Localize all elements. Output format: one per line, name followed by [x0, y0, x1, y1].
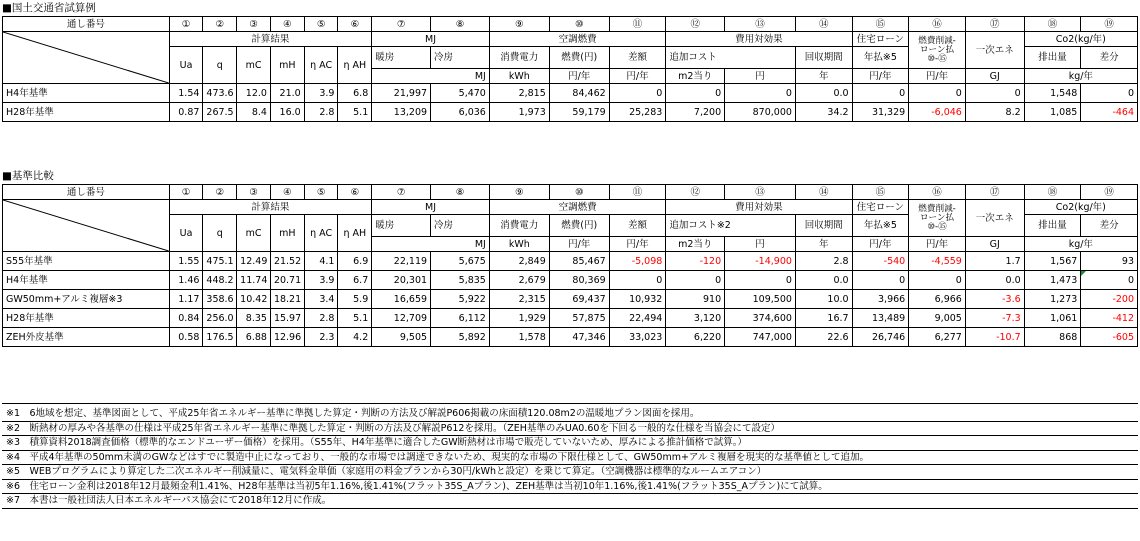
cell-co2-diff: -412 — [1081, 309, 1138, 328]
cell-cooling: 5,675 — [431, 252, 490, 271]
cell-add-cost: 0 — [725, 271, 796, 290]
cell-payback: 0.0 — [795, 84, 852, 103]
cell-loan: 0 — [852, 84, 909, 103]
cell-kwh: 1,578 — [489, 328, 549, 347]
col-num-2: ② — [203, 17, 237, 32]
cell-heating: 13,209 — [372, 103, 431, 122]
col-num-14: ⑭ — [795, 185, 852, 200]
cell-eah: 5.1 — [338, 103, 372, 122]
cell-eah: 6.7 — [338, 271, 372, 290]
header-difference: 差額 — [609, 215, 666, 237]
group-housing-loan: 住宅ローン — [852, 200, 909, 215]
cell-payback: 22.6 — [795, 328, 852, 347]
cell-emission: 1,085 — [1024, 103, 1081, 122]
cell-per-m2: 7,200 — [666, 103, 725, 122]
cell-eah: 4.2 — [338, 328, 372, 347]
group-cost-effect: 費用対効果 — [666, 32, 852, 47]
unit-per-m2: m2当り — [666, 69, 725, 84]
unit-yen-per-year: 円/年 — [609, 69, 666, 84]
cell-kwh: 2,815 — [489, 84, 549, 103]
mlit-example-table — [2, 16, 1138, 122]
unit-yen-per-year: 円/年 — [852, 69, 909, 84]
cell-q: 448.2 — [203, 271, 237, 290]
cell-per-m2: -120 — [666, 252, 725, 271]
cell-loan: 3,966 — [852, 290, 909, 309]
table-row — [3, 290, 1138, 309]
cell-gj: -3.6 — [965, 290, 1024, 309]
cell-heating: 20,301 — [372, 271, 431, 290]
cell-mc: 8.4 — [237, 103, 271, 122]
cell-fuel: 59,179 — [549, 103, 609, 122]
unit-year: 年 — [795, 69, 852, 84]
cell-heating: 12,709 — [372, 309, 431, 328]
unit-yen-per-year: 円/年 — [852, 237, 909, 252]
cell-add-cost: 374,600 — [725, 309, 796, 328]
cell-fuel: 47,346 — [549, 328, 609, 347]
cell-emission: 1,473 — [1024, 271, 1081, 290]
cell-mh: 21.52 — [270, 252, 304, 271]
col-num-17: ⑰ — [965, 185, 1024, 200]
cell-diff: 10,932 — [609, 290, 666, 309]
cell-payback: 2.8 — [795, 252, 852, 271]
cell-add-cost: 747,000 — [725, 328, 796, 347]
cell-mc: 8.35 — [237, 309, 271, 328]
cell-diff: 22,494 — [609, 309, 666, 328]
diagonal-header-cell — [3, 32, 170, 84]
cell-kwh: 2,849 — [489, 252, 549, 271]
col-num-11: ⑪ — [609, 17, 666, 32]
group-housing-loan: 住宅ローン — [852, 32, 909, 47]
cell-cooling: 5,835 — [431, 271, 490, 290]
cell-diff: 0 — [609, 271, 666, 290]
unit-per-m2: m2当り — [666, 237, 725, 252]
table-row — [3, 309, 1138, 328]
header-payback-period: 回収期間 — [795, 47, 852, 69]
cell-add-cost: -14,900 — [725, 252, 796, 271]
cell-q: 473.6 — [203, 84, 237, 103]
table-row — [3, 252, 1138, 271]
cell-kwh: 1,929 — [489, 309, 549, 328]
cell-q: 358.6 — [203, 290, 237, 309]
group-co2: Co2(kg/年) — [1024, 200, 1137, 215]
cell-fuel-minus-loan: 0 — [909, 84, 966, 103]
col-num-9: ⑨ — [489, 17, 549, 32]
group-cost-effect: 費用対効果 — [666, 200, 852, 215]
cell-mh: 20.71 — [270, 271, 304, 290]
table-row — [3, 84, 1138, 103]
header-annual-payment: 年払※5 — [852, 215, 909, 237]
col-num-3: ③ — [237, 185, 271, 200]
header-cooling: 冷房 — [431, 47, 490, 69]
header-mc: mC — [237, 47, 271, 84]
col-num-7: ⑦ — [372, 17, 431, 32]
header-additional-cost: 追加コスト※2 — [666, 215, 796, 237]
header-mh: mH — [270, 215, 304, 252]
cell-gj: -10.7 — [965, 328, 1024, 347]
cell-add-cost: 109,500 — [725, 290, 796, 309]
cell-eac: 4.1 — [304, 252, 338, 271]
cell-diff: -5,098 — [609, 252, 666, 271]
unit-yen: 円 — [725, 237, 796, 252]
unit-kwh: kWh — [489, 69, 549, 84]
col-num-15: ⑮ — [852, 185, 909, 200]
unit-mj: MJ — [372, 237, 490, 252]
cell-ua: 1.17 — [169, 290, 203, 309]
col-num-5: ⑤ — [304, 185, 338, 200]
cell-gj: 1.7 — [965, 252, 1024, 271]
cell-co2-diff: 93 — [1081, 252, 1138, 271]
unit-yen-per-year: 円/年 — [909, 69, 966, 84]
cell-loan: 26,746 — [852, 328, 909, 347]
col-num-12: ⑫ — [666, 17, 725, 32]
cell-ua: 1.46 — [169, 271, 203, 290]
col-num-10: ⑩ — [549, 17, 609, 32]
cell-fuel: 57,875 — [549, 309, 609, 328]
header-co2-diff: 差分 — [1081, 47, 1138, 69]
col-num-16: ⑯ — [909, 17, 966, 32]
col-num-4: ④ — [270, 185, 304, 200]
table-row — [3, 271, 1138, 290]
cell-eac: 2.8 — [304, 103, 338, 122]
col-num-16: ⑯ — [909, 185, 966, 200]
header-eta-ac: η AC — [304, 215, 338, 252]
cell-eah: 5.9 — [338, 290, 372, 309]
section-title-comparison: ■基準比較 — [2, 170, 54, 182]
cell-add-cost: 0 — [725, 84, 796, 103]
footnote: ※3 積算資料2018調査価格（標準的なエンドユーザー価格）を採用。（S55年、H4年基準に適合したGW断熱材は市場で販売していないため、厚みによる推計価格で試算。） — [2, 436, 1138, 451]
cell-eac: 3.9 — [304, 84, 338, 103]
unit-yen-per-year: 円/年 — [549, 237, 609, 252]
group-primary-energy: 一次エネ — [965, 200, 1024, 237]
cell-fuel-minus-loan: 0 — [909, 271, 966, 290]
group-fuel-minus-loan: 燃費削減- ローン払 ⑩-⑮ — [909, 200, 966, 237]
cell-q: 256.0 — [203, 309, 237, 328]
cell-emission: 1,548 — [1024, 84, 1081, 103]
cell-add-cost: 870,000 — [725, 103, 796, 122]
cell-eac: 2.3 — [304, 328, 338, 347]
group-fuel-minus-loan: 燃費削減- ローン払 ⑩-⑮ — [909, 32, 966, 69]
cell-heating: 22,119 — [372, 252, 431, 271]
cell-mh: 16.0 — [270, 103, 304, 122]
group-primary-energy: 一次エネ — [965, 32, 1024, 69]
header-ua: Ua — [169, 47, 203, 84]
col-num-10: ⑩ — [549, 185, 609, 200]
cell-loan: 13,489 — [852, 309, 909, 328]
col-num-4: ④ — [270, 17, 304, 32]
cell-q: 475.1 — [203, 252, 237, 271]
header-q: q — [203, 215, 237, 252]
header-mh: mH — [270, 47, 304, 84]
header-heating: 暖房 — [372, 215, 431, 237]
cell-ua: 0.58 — [169, 328, 203, 347]
cell-fuel-minus-loan: -4,559 — [909, 252, 966, 271]
header-eta-ah: η AH — [338, 215, 372, 252]
cell-heating: 16,659 — [372, 290, 431, 309]
cell-payback: 34.2 — [795, 103, 852, 122]
cell-co2-diff: -605 — [1081, 328, 1138, 347]
cell-mc: 10.42 — [237, 290, 271, 309]
header-q: q — [203, 47, 237, 84]
cell-fuel-minus-loan: -6,046 — [909, 103, 966, 122]
footnote: ※5 WEBプログラムにより算定した二次エネルギー削減量に、電気料金単価（家庭用の料金プランから30円/kWhと設定）を乗じて算定。（空調機器は標準的なルームエアコン） — [2, 465, 1138, 480]
group-ac-fuel: 空調燃費 — [489, 200, 665, 215]
cell-ua: 1.54 — [169, 84, 203, 103]
cell-ua: 0.84 — [169, 309, 203, 328]
cell-kwh: 2,679 — [489, 271, 549, 290]
cell-fuel: 85,467 — [549, 252, 609, 271]
table-row — [3, 103, 1138, 122]
header-serial-number: 通し番号 — [3, 185, 170, 200]
cell-q: 267.5 — [203, 103, 237, 122]
col-num-2: ② — [203, 185, 237, 200]
cell-fuel-minus-loan: 6,966 — [909, 290, 966, 309]
group-calc-results: 計算結果 — [169, 32, 372, 47]
cell-heating: 9,505 — [372, 328, 431, 347]
col-num-12: ⑫ — [666, 185, 725, 200]
footnote: ※2 断熱材の厚みや各基準の仕様は平成25年省エネルギー基準に準拠した算定・判断の方法及び解説P612を採用。（ZEH基準のみUA0.60を下回る一般的な仕様を当協会にて設定） — [2, 422, 1138, 437]
header-mc: mC — [237, 215, 271, 252]
row-label: H4年基準 — [3, 84, 170, 103]
cell-loan: 0 — [852, 271, 909, 290]
cell-diff: 0 — [609, 84, 666, 103]
cell-payback: 0.0 — [795, 271, 852, 290]
header-emission: 排出量 — [1024, 215, 1081, 237]
unit-yen-per-year: 円/年 — [609, 237, 666, 252]
cell-kwh: 1,973 — [489, 103, 549, 122]
group-ac-fuel: 空調燃費 — [489, 32, 665, 47]
cell-cooling: 5,470 — [431, 84, 490, 103]
cell-q: 176.5 — [203, 328, 237, 347]
col-num-14: ⑭ — [795, 17, 852, 32]
col-num-18: ⑱ — [1024, 185, 1081, 200]
section-title-mlit: ■国土交通省試算例 — [2, 2, 96, 14]
footnotes-divider — [2, 403, 1138, 404]
unit-yen-per-year: 円/年 — [909, 237, 966, 252]
row-label: S55年基準 — [3, 252, 170, 271]
cell-mh: 21.0 — [270, 84, 304, 103]
cell-emission: 1,567 — [1024, 252, 1081, 271]
footnote: ※6 住宅ローン金利は2018年12月最頻金利1.41%、H28年基準は当初5年1.16%,後1.41%(フラット35S_Aプラン)、ZEH基準は当初10年1.16%,後1.41%(フラット35S_Aプラン)にて試算。 — [2, 480, 1138, 495]
group-mj: MJ — [372, 200, 490, 215]
cell-eac: 3.9 — [304, 271, 338, 290]
col-num-8: ⑧ — [431, 185, 490, 200]
cell-eah: 5.1 — [338, 309, 372, 328]
header-additional-cost: 追加コスト — [666, 47, 796, 69]
cell-cooling: 6,036 — [431, 103, 490, 122]
unit-yen: 円 — [725, 69, 796, 84]
unit-mj: MJ — [372, 69, 490, 84]
col-num-11: ⑪ — [609, 185, 666, 200]
col-num-1: ① — [169, 17, 203, 32]
cell-co2-diff: 0 — [1081, 271, 1138, 290]
cell-loan: 31,329 — [852, 103, 909, 122]
cell-payback: 10.0 — [795, 290, 852, 309]
cell-fuel-minus-loan: 6,277 — [909, 328, 966, 347]
col-num-7: ⑦ — [372, 185, 431, 200]
col-num-18: ⑱ — [1024, 17, 1081, 32]
cell-gj: 8.2 — [965, 103, 1024, 122]
cell-heating: 21,997 — [372, 84, 431, 103]
cell-cooling: 5,922 — [431, 290, 490, 309]
cell-fuel: 69,437 — [549, 290, 609, 309]
row-label: H28年基準 — [3, 309, 170, 328]
cell-co2-diff: -464 — [1081, 103, 1138, 122]
cell-eac: 2.8 — [304, 309, 338, 328]
cell-co2-diff: 0 — [1081, 84, 1138, 103]
header-fuel-yen: 燃費(円) — [549, 47, 609, 69]
row-label: H28年基準 — [3, 103, 170, 122]
header-serial-number: 通し番号 — [3, 17, 170, 32]
header-emission: 排出量 — [1024, 47, 1081, 69]
footnote: ※4 平成4年基準の50mm未満のGWなどはすでに製造中止になっており、一般的な市場では調達できないため、現実的な市場の下限仕様として、GW50mm+アルミ複層を現実的な基準値として追加。 — [2, 451, 1138, 466]
col-num-8: ⑧ — [431, 17, 490, 32]
header-heating: 暖房 — [372, 47, 431, 69]
cell-eah: 6.9 — [338, 252, 372, 271]
header-power-consumption: 消費電力 — [489, 47, 549, 69]
unit-gj: GJ — [965, 237, 1024, 252]
cell-mc: 6.88 — [237, 328, 271, 347]
cell-gj: 0 — [965, 84, 1024, 103]
col-num-6: ⑥ — [338, 17, 372, 32]
col-num-19: ⑲ — [1081, 17, 1138, 32]
cell-gj: -7.3 — [965, 309, 1024, 328]
group-calc-results: 計算結果 — [169, 200, 372, 215]
cell-mh: 12.96 — [270, 328, 304, 347]
cell-emission: 1,273 — [1024, 290, 1081, 309]
cell-per-m2: 0 — [666, 271, 725, 290]
cell-cooling: 5,892 — [431, 328, 490, 347]
cell-per-m2: 910 — [666, 290, 725, 309]
cell-loan: -540 — [852, 252, 909, 271]
row-label: GW50mm+アルミ複層※3 — [3, 290, 170, 309]
cell-fuel-minus-loan: 9,005 — [909, 309, 966, 328]
unit-year: 年 — [795, 237, 852, 252]
unit-gj: GJ — [965, 69, 1024, 84]
col-num-1: ① — [169, 185, 203, 200]
header-eta-ah: η AH — [338, 47, 372, 84]
col-num-6: ⑥ — [338, 185, 372, 200]
cell-diff: 25,283 — [609, 103, 666, 122]
cell-mc: 11.74 — [237, 271, 271, 290]
col-num-17: ⑰ — [965, 17, 1024, 32]
cell-mh: 18.21 — [270, 290, 304, 309]
group-co2: Co2(kg/年) — [1024, 32, 1137, 47]
cell-eah: 6.8 — [338, 84, 372, 103]
unit-kg-per-year: kg/年 — [1024, 69, 1137, 84]
cell-cooling: 6,112 — [431, 309, 490, 328]
cell-payback: 16.7 — [795, 309, 852, 328]
cell-gj: 0.0 — [965, 271, 1024, 290]
cell-fuel: 80,369 — [549, 271, 609, 290]
col-num-15: ⑮ — [852, 17, 909, 32]
unit-kwh: kWh — [489, 237, 549, 252]
cell-mc: 12.49 — [237, 252, 271, 271]
table-row — [3, 328, 1138, 347]
cell-mc: 12.0 — [237, 84, 271, 103]
header-difference: 差額 — [609, 47, 666, 69]
header-cooling: 冷房 — [431, 215, 490, 237]
cell-co2-diff: -200 — [1081, 290, 1138, 309]
footnotes — [2, 403, 1138, 509]
cell-per-m2: 3,120 — [666, 309, 725, 328]
cell-diff: 33,023 — [609, 328, 666, 347]
col-num-5: ⑤ — [304, 17, 338, 32]
header-eta-ac: η AC — [304, 47, 338, 84]
standard-comparison-table — [2, 184, 1138, 347]
cell-fuel: 84,462 — [549, 84, 609, 103]
cell-kwh: 2,315 — [489, 290, 549, 309]
col-num-19: ⑲ — [1081, 185, 1138, 200]
cell-eac: 3.4 — [304, 290, 338, 309]
row-label: ZEH外皮基準 — [3, 328, 170, 347]
footnote: ※1 6地域を想定、基準図面として、平成25年省エネルギー基準に準拠した算定・判断の方法及び解説P606掲載の床面積120.08m2の温暖地プラン図面を採用。 — [2, 407, 1138, 422]
footnote: ※7 本書は一般社団法人日本エネルギーパス協会にて2018年12月に作成。 — [2, 494, 1138, 509]
unit-yen-per-year: 円/年 — [549, 69, 609, 84]
row-label: H4年基準 — [3, 271, 170, 290]
col-num-3: ③ — [237, 17, 271, 32]
header-annual-payment: 年払※5 — [852, 47, 909, 69]
cell-per-m2: 6,220 — [666, 328, 725, 347]
header-payback-period: 回収期間 — [795, 215, 852, 237]
col-num-13: ⑬ — [725, 185, 796, 200]
cell-ua: 1.55 — [169, 252, 203, 271]
col-num-13: ⑬ — [725, 17, 796, 32]
cell-per-m2: 0 — [666, 84, 725, 103]
header-co2-diff: 差分 — [1081, 215, 1138, 237]
cell-mh: 15.97 — [270, 309, 304, 328]
header-ua: Ua — [169, 215, 203, 252]
unit-kg-per-year: kg/年 — [1024, 237, 1137, 252]
header-power-consumption: 消費電力 — [489, 215, 549, 237]
cell-emission: 1,061 — [1024, 309, 1081, 328]
header-fuel-yen: 燃費(円) — [549, 215, 609, 237]
cell-ua: 0.87 — [169, 103, 203, 122]
col-num-9: ⑨ — [489, 185, 549, 200]
cell-emission: 868 — [1024, 328, 1081, 347]
diagonal-header-cell — [3, 200, 170, 252]
group-mj: MJ — [372, 32, 490, 47]
